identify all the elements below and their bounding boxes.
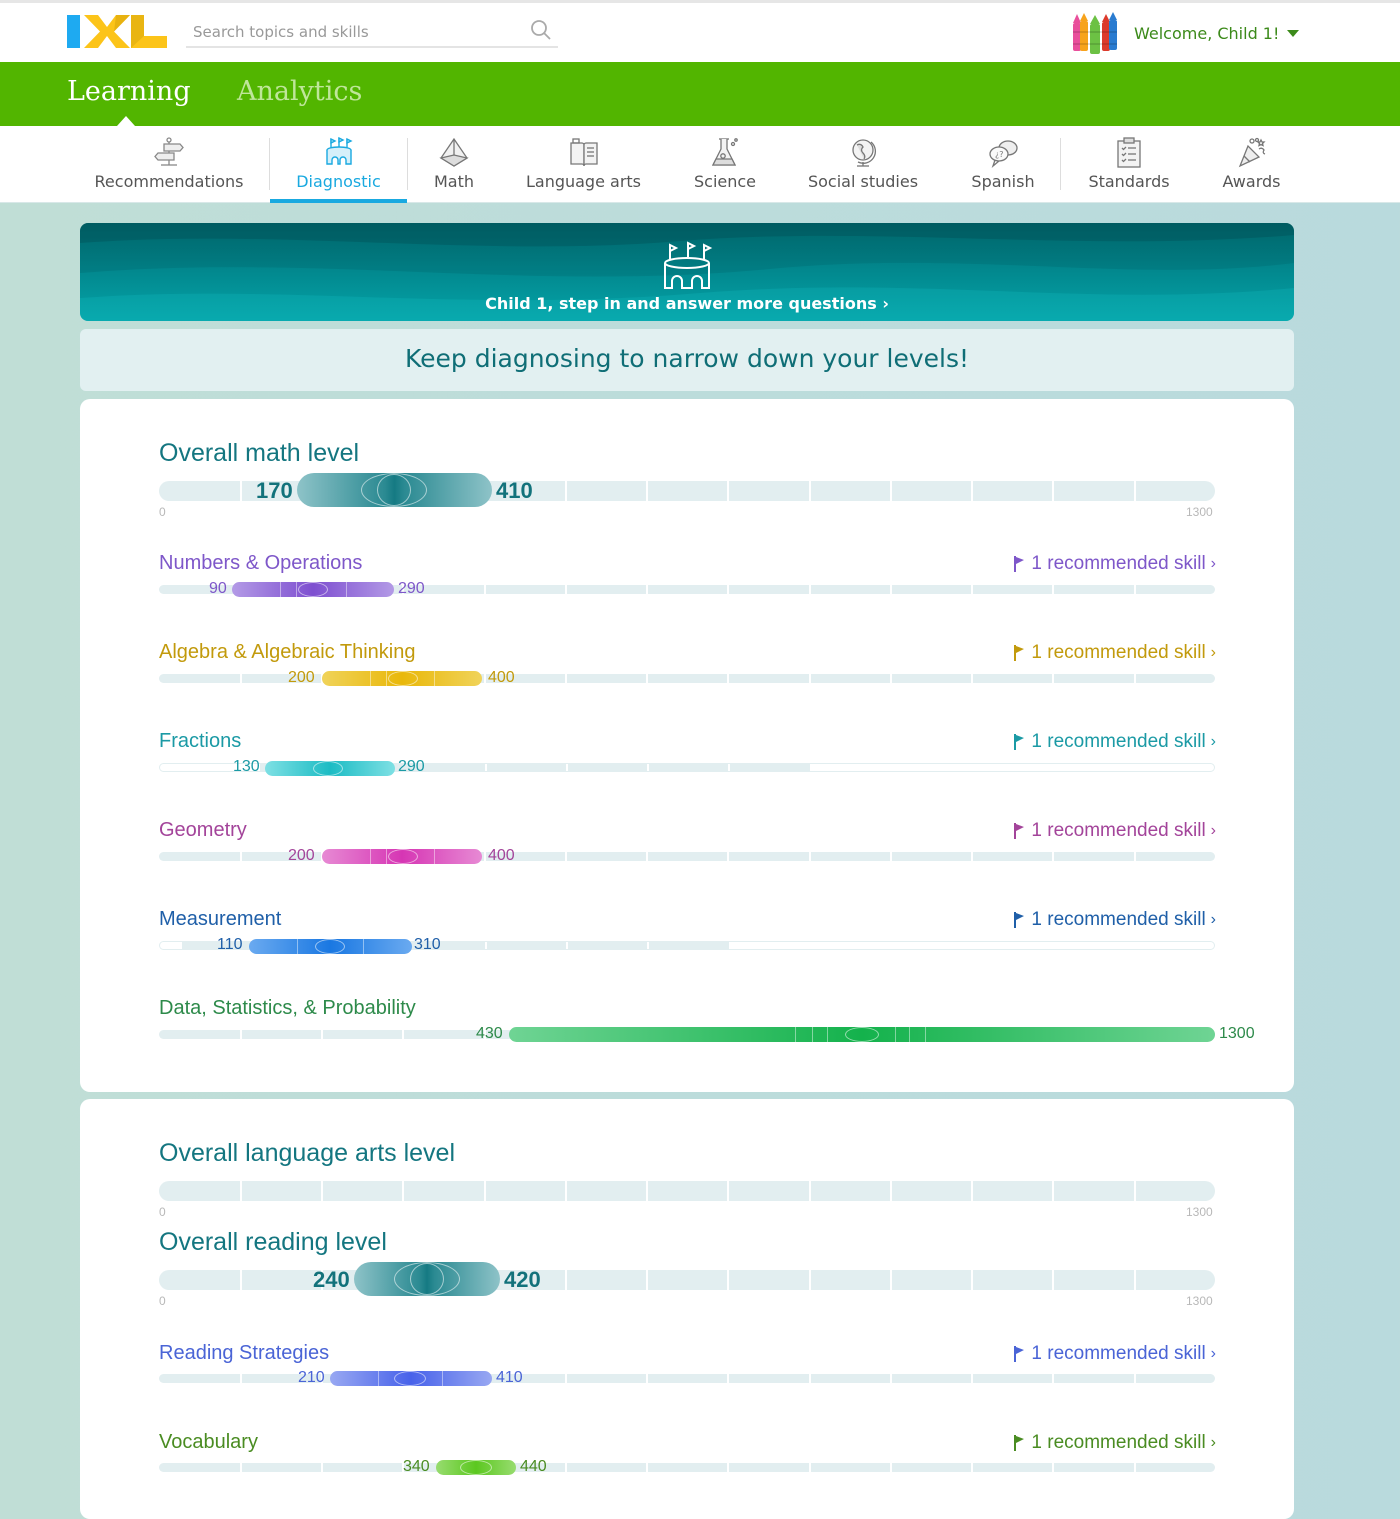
nav-social-studies[interactable] <box>800 126 926 203</box>
nav-spanish[interactable] <box>964 126 1042 203</box>
chevron-right-icon: › <box>1210 822 1216 839</box>
nav-label: Math <box>433 172 475 191</box>
nav-label: Recommendations <box>94 172 244 191</box>
chevron-right-icon: › <box>1210 911 1216 928</box>
pyramid-icon <box>437 136 471 170</box>
category-fractions[interactable]: Fractions <box>159 730 242 752</box>
category-range <box>232 582 394 597</box>
overall-math-title: Overall math level <box>159 439 360 467</box>
nav-science[interactable] <box>686 126 764 203</box>
nav-divider <box>407 138 408 190</box>
category-range <box>322 849 482 864</box>
nav-label: Language arts <box>525 172 642 191</box>
flag-icon <box>1014 1346 1025 1362</box>
rec-skill-link[interactable]: 1 recommended skill › <box>1014 1432 1216 1454</box>
flag-icon <box>1014 912 1025 928</box>
overall-reading-title: Overall reading level <box>159 1228 387 1256</box>
active-tab-pointer <box>117 116 135 126</box>
category-range <box>436 1460 516 1475</box>
nav-label: Standards <box>1088 172 1170 191</box>
overall-la-track <box>159 1181 1215 1201</box>
nav-recommendations[interactable] <box>84 126 254 203</box>
tab-learning[interactable]: Learning <box>67 76 191 107</box>
banner-cta[interactable]: Child 1, step in and answer more questions › <box>485 294 889 313</box>
category-track <box>159 674 1215 683</box>
nav-label: Science <box>693 172 757 191</box>
flag-icon <box>1014 645 1025 661</box>
clipboard-icon <box>1112 136 1146 170</box>
overall-reading-range <box>354 1262 500 1296</box>
crayons-icon <box>1070 11 1120 55</box>
overall-math-track <box>159 481 1215 501</box>
chevron-right-icon: › <box>1210 644 1216 661</box>
flag-icon <box>1014 734 1025 750</box>
axis-max: 1300 <box>1186 1294 1213 1308</box>
caret-down-icon[interactable] <box>1287 30 1299 37</box>
overall-reading-high: 420 <box>504 1267 541 1292</box>
category-data-statistics[interactable]: Data, Statistics, & Probability <box>159 997 416 1019</box>
category-reading-strategies[interactable]: Reading Strategies <box>159 1342 330 1364</box>
language-arts-levels-card: Overall language arts level 0 1300 Overall reading level 240 420 0 1300 Reading Strategies 1 recommended skill › 210 410 Vocabulary 1 recommended skill › 340 440 <box>80 1099 1294 1519</box>
overall-language-arts-title: Overall language arts level <box>159 1139 455 1167</box>
nav-math[interactable] <box>418 126 490 203</box>
category-range <box>509 1027 1215 1042</box>
svg-text:¿?: ¿? <box>995 150 1004 159</box>
category-range <box>249 939 412 954</box>
tab-analytics[interactable]: Analytics <box>237 76 363 107</box>
axis-min: 0 <box>159 1205 166 1219</box>
user-menu[interactable] <box>1070 11 1299 55</box>
category-range <box>330 1371 492 1386</box>
rec-skill-link[interactable]: 1 recommended skill › <box>1014 820 1216 842</box>
axis-min: 0 <box>159 1294 166 1308</box>
nav-language-arts[interactable] <box>516 126 651 203</box>
nav-diagnostic[interactable] <box>270 126 407 203</box>
party-popper-icon <box>1235 136 1269 170</box>
nav-label: Social studies <box>807 172 919 191</box>
rec-skill-link[interactable]: 1 recommended skill › <box>1014 731 1216 753</box>
top-bar <box>0 0 1400 62</box>
search-input[interactable] <box>193 20 513 44</box>
welcome-text[interactable]: Welcome, Child 1! <box>1134 23 1280 43</box>
rec-skill-link[interactable]: 1 recommended skill › <box>1014 642 1216 664</box>
book-icon <box>567 136 601 170</box>
category-numbers-operations[interactable]: Numbers & Operations <box>159 552 363 574</box>
flask-icon <box>708 136 742 170</box>
chevron-right-icon: › <box>1210 1345 1216 1362</box>
nav-awards[interactable] <box>1214 126 1289 203</box>
chevron-right-icon: › <box>1210 555 1216 572</box>
subject-nav <box>0 126 1400 203</box>
axis-max: 1300 <box>1186 1205 1213 1219</box>
overall-math-low: 170 <box>256 478 293 503</box>
speech-bubbles-icon <box>986 136 1020 170</box>
axis-min: 0 <box>159 505 166 519</box>
category-range <box>265 761 395 776</box>
chevron-right-icon: › <box>1210 1434 1216 1451</box>
castle-icon <box>660 241 716 293</box>
category-vocabulary[interactable]: Vocabulary <box>159 1431 258 1453</box>
rec-skill-link[interactable]: 1 recommended skill › <box>1014 909 1216 931</box>
math-levels-card: Overall math level 170 410 0 1300 Numbers & Operations 1 recommended skill › 90 290 Algebra & Algebraic Thinking 1 recommended skill › 200 400 Fractions 1 recommended skill › 130 290 Geometry 1 recommended skill › 200 400 Measurement 1 recommended skill › 110 310 Data, Statistics, & Probability 430 1300 <box>80 399 1294 1092</box>
nav-divider <box>1060 138 1061 190</box>
category-track <box>159 852 1215 861</box>
category-track <box>159 1463 1215 1472</box>
diagnostic-banner[interactable] <box>80 223 1294 321</box>
overall-math-high: 410 <box>496 478 533 503</box>
category-track <box>159 585 1215 594</box>
castle-icon <box>322 136 356 170</box>
search-icon[interactable] <box>530 19 552 41</box>
category-track <box>159 763 1215 772</box>
overall-reading-low: 240 <box>313 1267 350 1292</box>
category-track <box>159 941 1215 950</box>
search-box[interactable] <box>186 15 558 48</box>
nav-standards[interactable] <box>1080 126 1178 203</box>
rec-skill-link[interactable]: 1 recommended skill › <box>1014 553 1216 575</box>
globe-icon <box>846 136 880 170</box>
category-range <box>322 671 482 686</box>
flag-icon <box>1014 823 1025 839</box>
category-track <box>159 1030 1215 1039</box>
chevron-right-icon: › <box>1210 733 1216 750</box>
category-geometry[interactable]: Geometry <box>159 819 247 841</box>
flag-icon <box>1014 556 1025 572</box>
overall-math-range <box>297 473 492 507</box>
notice-text: Keep diagnosing to narrow down your levels! <box>404 344 970 373</box>
axis-max: 1300 <box>1186 505 1213 519</box>
ixl-logo[interactable] <box>67 13 167 50</box>
category-measurement[interactable]: Measurement <box>159 908 282 930</box>
active-underline <box>270 199 407 203</box>
diagnose-notice <box>80 329 1294 391</box>
rec-skill-link[interactable]: 1 recommended skill › <box>1014 1343 1216 1365</box>
signpost-icon <box>152 136 186 170</box>
nav-label: Spanish <box>971 172 1035 191</box>
main-tab-bar <box>0 62 1400 126</box>
nav-label: Awards <box>1222 172 1281 191</box>
flag-icon <box>1014 1435 1025 1451</box>
nav-label: Diagnostic <box>296 172 381 191</box>
category-algebra[interactable]: Algebra & Algebraic Thinking <box>159 641 416 663</box>
